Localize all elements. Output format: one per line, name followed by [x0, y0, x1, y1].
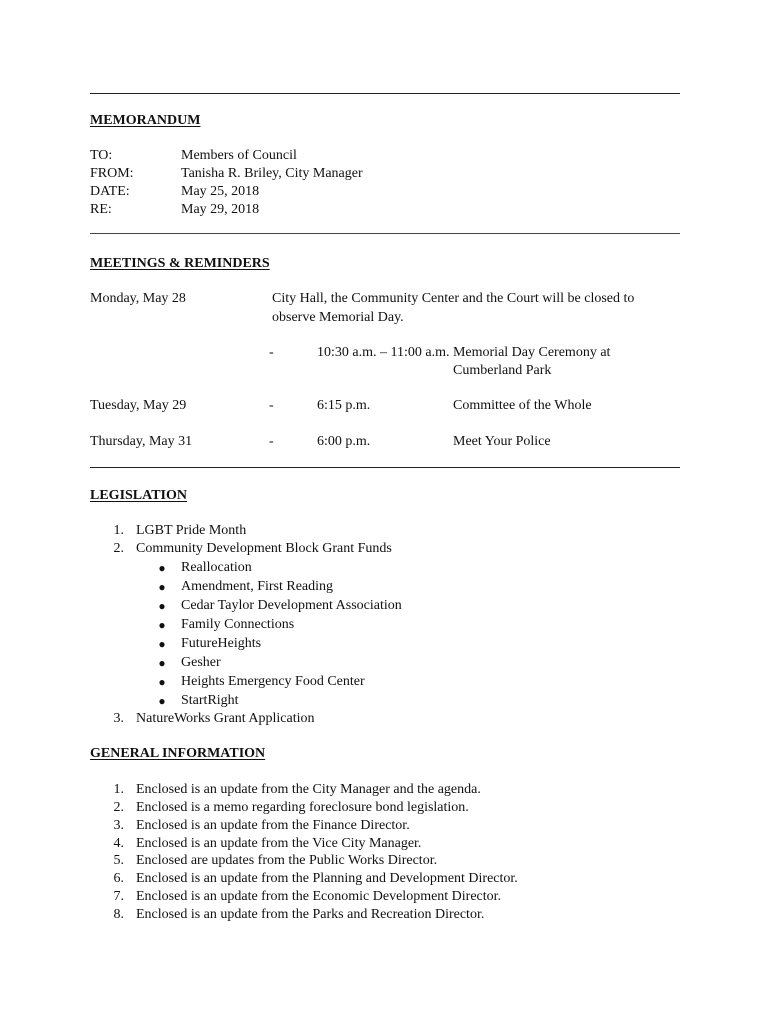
- date-label: DATE:: [90, 184, 130, 199]
- monday-ceremony-time: 10:30 a.m. – 11:00 a.m. Memorial Day Ceremony at: [317, 345, 611, 360]
- monday-description-line2: observe Memorial Day.: [272, 310, 404, 325]
- legislation-number: 3.: [113, 711, 124, 726]
- from-label: FROM:: [90, 166, 134, 181]
- bullet-icon: ●: [158, 694, 166, 708]
- monday-dash: -: [269, 345, 274, 360]
- legislation-subitem: StartRight: [181, 693, 239, 708]
- tuesday-dash: -: [269, 398, 274, 413]
- meetings-divider: [90, 467, 680, 468]
- general-info-number: 5.: [113, 853, 124, 868]
- general-info-number: 3.: [113, 818, 124, 833]
- bullet-icon: ●: [158, 675, 166, 689]
- from-value: Tanisha R. Briley, City Manager: [181, 166, 363, 181]
- general-info-item: Enclosed is a memo regarding foreclosure bond legislation.: [136, 800, 469, 815]
- legislation-subitem: Reallocation: [181, 560, 252, 575]
- general-info-number: 2.: [113, 800, 124, 815]
- monday-ceremony-location: Cumberland Park: [453, 363, 552, 378]
- header-divider: [90, 233, 680, 234]
- thursday-time: 6:00 p.m.: [317, 434, 371, 449]
- general-info-item: Enclosed is an update from the Finance Director.: [136, 818, 410, 833]
- legislation-subitem: Gesher: [181, 655, 221, 670]
- legislation-item: NatureWorks Grant Application: [136, 711, 315, 726]
- general-info-item: Enclosed is an update from the City Manager and the agenda.: [136, 782, 481, 797]
- bullet-icon: ●: [158, 656, 166, 670]
- general-info-number: 6.: [113, 871, 124, 886]
- re-label: RE:: [90, 202, 112, 217]
- general-info-item: Enclosed is an update from the Planning and Development Director.: [136, 871, 518, 886]
- general-info-number: 4.: [113, 836, 124, 851]
- legislation-item: LGBT Pride Month: [136, 523, 247, 538]
- re-value: May 29, 2018: [181, 202, 260, 217]
- to-label: TO:: [90, 148, 113, 163]
- legislation-item: Community Development Block Grant Funds: [136, 541, 392, 556]
- legislation-subitem: Family Connections: [181, 617, 295, 632]
- bullet-icon: ●: [158, 599, 166, 613]
- legislation-subitem: Amendment, First Reading: [181, 579, 334, 594]
- general-info-number: 7.: [113, 889, 124, 904]
- general-info-item: Enclosed is an update from the Parks and Recreation Director.: [136, 907, 485, 922]
- thursday-event: Meet Your Police: [453, 434, 551, 449]
- to-value: Members of Council: [181, 148, 297, 163]
- monday-day: Monday, May 28: [90, 291, 186, 306]
- general-info-item: Enclosed are updates from the Public Works Director.: [136, 853, 438, 868]
- date-value: May 25, 2018: [181, 184, 260, 199]
- legislation-number: 1.: [113, 523, 124, 538]
- general-info-item: Enclosed is an update from the Vice City Manager.: [136, 836, 422, 851]
- memo-title: MEMORANDUM: [90, 113, 201, 128]
- thursday-dash: -: [269, 434, 274, 449]
- bullet-icon: ●: [158, 637, 166, 651]
- legislation-heading: LEGISLATION: [90, 488, 187, 503]
- top-divider: [90, 93, 680, 94]
- general-info-heading: GENERAL INFORMATION: [90, 746, 266, 761]
- tuesday-event: Committee of the Whole: [453, 398, 592, 413]
- bullet-icon: ●: [158, 618, 166, 632]
- tuesday-day: Tuesday, May 29: [90, 398, 187, 413]
- legislation-subitem: Cedar Taylor Development Association: [181, 598, 402, 613]
- bullet-icon: ●: [158, 561, 166, 575]
- tuesday-time: 6:15 p.m.: [317, 398, 371, 413]
- general-info-number: 8.: [113, 907, 124, 922]
- legislation-subitem: Heights Emergency Food Center: [181, 674, 365, 689]
- monday-description-line1: City Hall, the Community Center and the Court will be closed to: [272, 291, 635, 306]
- general-info-item: Enclosed is an update from the Economic Development Director.: [136, 889, 502, 904]
- general-info-number: 1.: [113, 782, 124, 797]
- bullet-icon: ●: [158, 580, 166, 594]
- thursday-day: Thursday, May 31: [90, 434, 193, 449]
- meetings-heading: MEETINGS & REMINDERS: [90, 256, 270, 271]
- legislation-number: 2.: [113, 541, 124, 556]
- legislation-subitem: FutureHeights: [181, 636, 262, 651]
